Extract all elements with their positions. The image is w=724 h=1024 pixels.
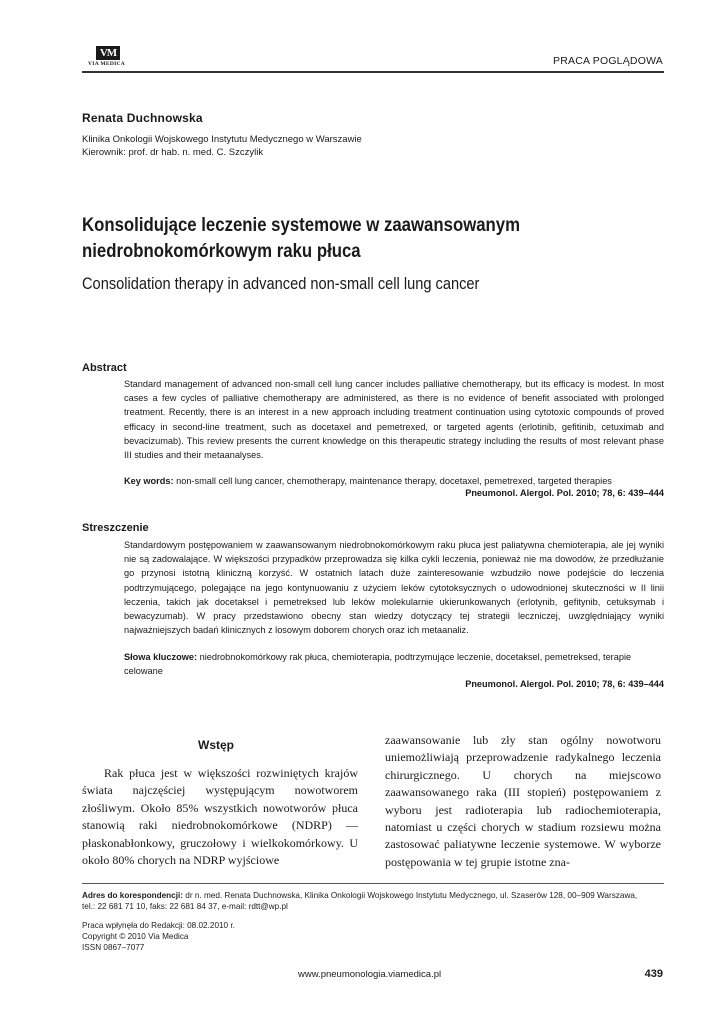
copyright: Copyright © 2010 Via Medica: [82, 931, 189, 941]
abstract-keywords: [124, 474, 664, 488]
publication-info: [82, 921, 235, 953]
intro-right-column: zaawansowanie lub zły stan ogólny nowotworu uniemożliwiają przeprowadzenie radykalnego leczenia chirurgicznego. U chorych na miejscowo zaawansowanego raka (III stopień) postępowaniem z wyboru jest radioterapia lub radiochemioterapia, natomiast u części chorych w stadium rozsiewu można zastosować paliatywne leczenie systemowe. W wyborze postępowania w tej grupie istotne zna-: [385, 733, 661, 869]
abstract-text: Standard management of advanced non-small cell lung cancer includes palliative chemotherapy, but its efficacy is modest. In most cases a few cycles of palliative chemotherapy are administered, as there is no evidence of benefit associated with prolonged treatment. Recently, there is an interest in a new approach including treatment continuation using cytotoxic compounds of proved efficacy in second-line treatment, such as docetaxel and pemetrexed, or targeted agents (erlotinib, gefitinib, cetuximab and bevacizumab). This review presents the current knowledge on this therapeutic strategy including the results of most relevant phase III studies and their metaanalyses.: [124, 379, 664, 461]
streszczenie-heading: Streszczenie: [82, 522, 149, 534]
via-medica-logo-mark: VM: [96, 46, 120, 60]
article-title-polish: Konsolidujące leczenie systemowe w zaawansowanym niedrobnokomórkowym raku płuca: [82, 214, 521, 262]
slowa-kluczowe-text: niedrobnokomórkowy rak płuca, chemioterapia, podtrzymujące leczenie, docetaksel, pemetreksed, terapie celowane: [124, 652, 632, 676]
journal-website: www.pneumonologia.viamedica.pl: [298, 969, 442, 980]
issn: ISSN 0867–7077: [82, 942, 145, 952]
streszczenie-citation: Pneumonol. Alergol. Pol. 2010; 78, 6: 439–444: [465, 679, 664, 689]
streszczenie-text: Standardowym postępowaniem w zaawansowanym niedrobnokomórkowym raku płuca jest paliatywna chemioterapia, ale jej wyniki nie są zadowalające. W większości przypadków przeprowadza się kilka cykli leczenia, ponieważ nie ma dowodów, że przedłużanie go przynosi istotną kliniczną korzyść. W ostatnich latach duże zainteresowanie wzbudziło nowe podejście do leczenia podtrzymującego, polegające na jego kontynuowaniu z użyciem leków cytotoksycznych o udowodnionej skuteczności w II linii leczenia, takich jak docetaksel i pemetreksed lub leków molekularnie ukierunkowanych (erlotynib, gefitynib, cetuksymab i bewacyzumab). W pracy przedstawiono obecny stan wiedzy dotyczący tej strategii leczniczej, uwzględniający wyniki najważniejszych badań klinicznych z losowym doborem chorych oraz ich metaanaliz.: [124, 540, 664, 636]
keywords-text: non-small cell lung cancer, chemotherapy, maintenance therapy, docetaxel, pemetrexed, targeted therapies: [176, 476, 612, 486]
keywords-label: Key words:: [124, 476, 174, 486]
intro-heading: Wstęp: [198, 738, 234, 752]
streszczenie-keywords: [124, 650, 664, 678]
page-number: 439: [644, 968, 663, 980]
slowa-kluczowe-label: Słowa kluczowe:: [124, 652, 198, 662]
affiliation-line: Klinika Onkologii Wojskowego Instytutu Medycznego w Warszawie: [82, 134, 362, 145]
author-name: Renata Duchnowska: [82, 111, 203, 125]
correspondence-contact: tel.: 22 681 71 10, faks: 22 681 84 37, e-mail: rdtt@wp.pl: [82, 901, 288, 911]
abstract-citation: Pneumonol. Alergol. Pol. 2010; 78, 6: 439–444: [465, 488, 664, 498]
correspondence-line: [82, 891, 637, 902]
header-divider: [82, 71, 664, 73]
affiliation-line: Kierownik: prof. dr hab. n. med. C. Szczylik: [82, 146, 264, 158]
intro-left-column: Rak płuca jest w większości rozwiniętych krajów świata najczęściej występującym nowotworem złośliwym. Około 85% wszystkich nowotworów płuca stanowią raki niedrobnokomórkowe (NDRP) — płaskonabłonkowy, gruczołowy i wielkokomórkowy. U około 80% chorych na NDRP wyjściowe: [82, 766, 358, 868]
received-date: Praca wpłynęła do Redakcji: 08.02.2010 r.: [82, 921, 235, 930]
via-medica-logo-text: VIA MEDICA: [88, 61, 126, 67]
affiliation: [82, 134, 362, 159]
correspondence-block: [82, 891, 637, 913]
section-label: PRACA POGLĄDOWA: [553, 55, 663, 67]
correspondence-label: Adres do korespondencji:: [82, 891, 183, 900]
footer-divider: [82, 883, 664, 884]
article-title-english: Consolidation therapy in advanced non-small cell lung cancer: [82, 274, 480, 293]
correspondence-address: dr n. med. Renata Duchnowska, Klinika Onkologii Wojskowego Instytutu Medycznego, ul. Szaserów 128, 00–909 Warszawa,: [185, 891, 638, 900]
abstract-heading: Abstract: [82, 362, 127, 374]
